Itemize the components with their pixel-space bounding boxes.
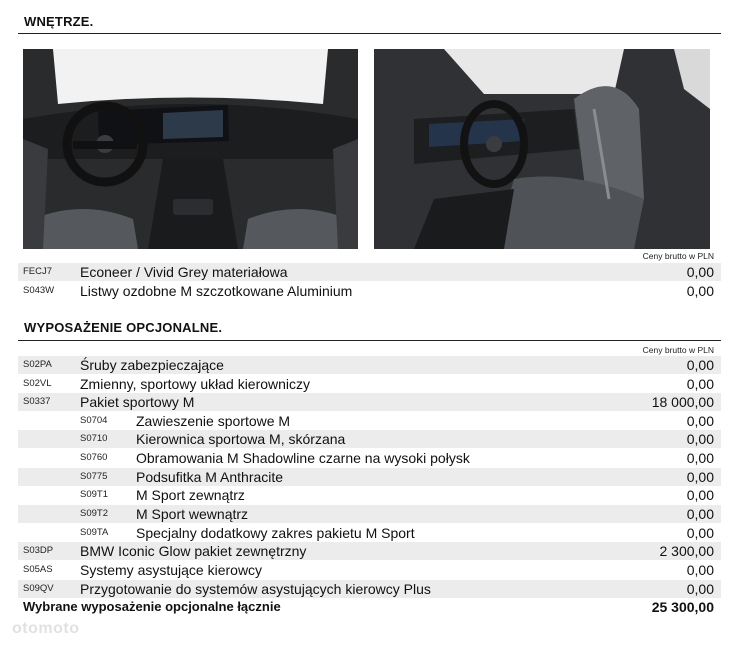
watermark: otomoto (12, 620, 80, 637)
option-price: 0,00 (686, 450, 714, 466)
option-label: Śruby zabezpieczające (80, 357, 224, 373)
option-price: 0,00 (686, 283, 714, 299)
options-section-rule (18, 340, 721, 341)
option-price: 0,00 (686, 562, 714, 578)
option-label: Listwy ozdobne M szczotkowane Aluminium (80, 283, 353, 299)
interior-price-note: Ceny brutto w PLN (642, 251, 714, 261)
interior-section-title: WNĘTRZE. (24, 14, 94, 29)
interior-section-rule (18, 33, 721, 34)
option-price: 0,00 (686, 487, 714, 503)
option-label: M Sport wewnątrz (136, 506, 249, 522)
table-row (18, 580, 721, 598)
table-row (18, 542, 721, 560)
option-code: FECJ7 (23, 266, 53, 277)
option-code: S0337 (23, 396, 51, 407)
option-code: S09T1 (80, 489, 108, 500)
table-row (18, 430, 721, 448)
option-code: S02PA (23, 359, 52, 370)
table-row (18, 263, 721, 281)
option-price: 0,00 (686, 413, 714, 429)
option-label: M Sport zewnątrz (136, 487, 245, 503)
option-code: S09TA (80, 527, 109, 538)
table-row (18, 468, 721, 486)
car-front-seats-photo (374, 49, 710, 249)
option-price: 0,00 (686, 525, 714, 541)
option-label: Zmienny, sportowy układ kierowniczy (80, 376, 311, 392)
option-code: S0760 (80, 452, 108, 463)
total-label: Wybrane wyposażenie opcjonalne łącznie (23, 599, 281, 614)
option-price: 0,00 (686, 431, 714, 447)
table-row (18, 393, 721, 411)
option-label: Pakiet sportowy M (80, 394, 195, 410)
option-code: S02VL (23, 378, 52, 389)
option-code: S0775 (80, 471, 108, 482)
options-price-note: Ceny brutto w PLN (642, 345, 714, 355)
option-label: BMW Iconic Glow pakiet zewnętrzny (80, 543, 307, 559)
option-label: Kierownica sportowa M, skórzana (136, 431, 346, 447)
option-label: Przygotowanie do systemów asystujących kierowcy Plus (80, 581, 431, 597)
total-row (18, 598, 721, 616)
option-price: 0,00 (686, 469, 714, 485)
option-label: Systemy asystujące kierowcy (80, 562, 263, 578)
option-code: S0710 (80, 433, 108, 444)
option-code: S043W (23, 285, 55, 296)
option-price: 0,00 (686, 264, 714, 280)
option-code: S09QV (23, 583, 54, 594)
table-row (18, 412, 721, 430)
option-price: 2 300,00 (659, 543, 714, 559)
options-section-title: WYPOSAŻENIE OPCJONALNE. (24, 320, 223, 335)
option-code: S09T2 (80, 508, 108, 519)
option-label: Specjalny dodatkowy zakres pakietu M Sport (136, 525, 415, 541)
option-price: 0,00 (686, 376, 714, 392)
option-price: 0,00 (686, 357, 714, 373)
option-label: Obramowania M Shadowline czarne na wysoki połysk (136, 450, 470, 466)
table-row (18, 505, 721, 523)
option-label: Podsufitka M Anthracite (136, 469, 284, 485)
option-label: Zawieszenie sportowe M (136, 413, 291, 429)
car-dashboard-photo (23, 49, 358, 249)
option-code: S03DP (23, 545, 54, 556)
table-row (18, 375, 721, 393)
total-price: 25 300,00 (651, 599, 714, 615)
table-row (18, 282, 721, 300)
table-row (18, 356, 721, 374)
option-code: S0704 (80, 415, 108, 426)
table-row (18, 449, 721, 467)
table-row (18, 561, 721, 579)
option-price: 18 000,00 (651, 394, 714, 410)
option-label: Econeer / Vivid Grey materiałowa (80, 264, 288, 280)
table-row (18, 486, 721, 504)
option-price: 0,00 (686, 581, 714, 597)
table-row (18, 524, 721, 542)
option-price: 0,00 (686, 506, 714, 522)
option-code: S05AS (23, 564, 53, 575)
